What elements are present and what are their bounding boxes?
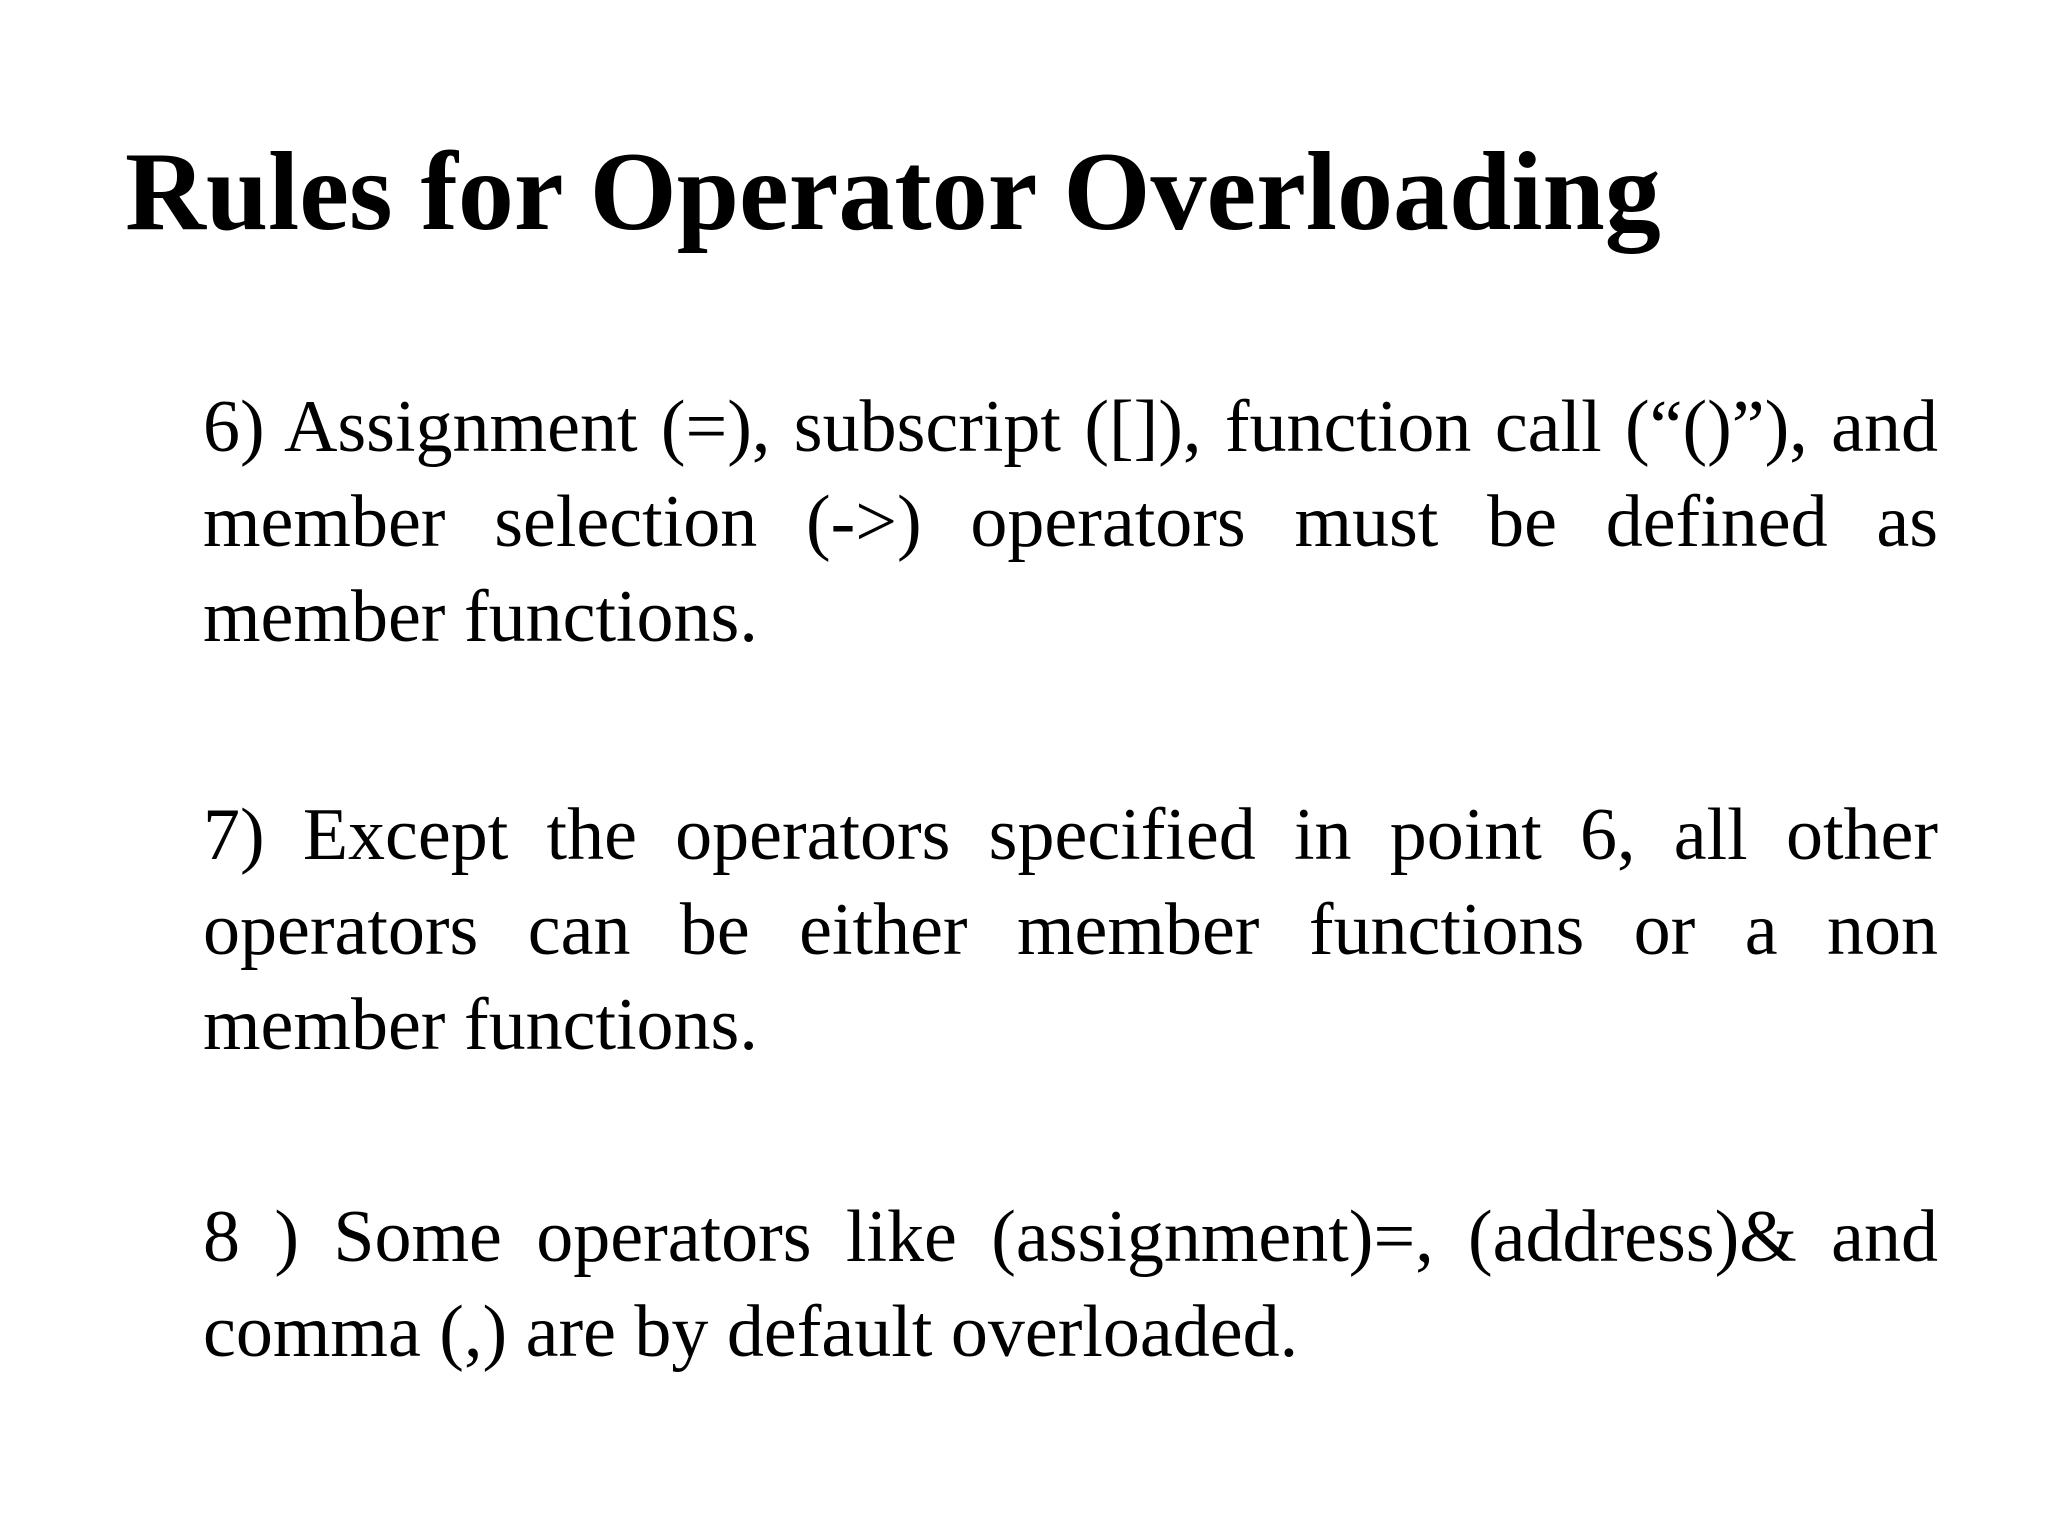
rule-6-text: 6) Assignment (=), subscript ([]), function call (“()”), and member selection (->) operators must be defined as member functions.: [203, 386, 1938, 658]
rule-7-text: 7) Except the operators specified in point 6, all other operators can be either member functions or a non member functions.: [203, 794, 1938, 1066]
slide-title: Rules for Operator Overloading: [125, 130, 1661, 254]
rule-8-text: 8 ) Some operators like (assignment)=, (address)& and comma (,) are by default overloaded.: [203, 1196, 1938, 1373]
